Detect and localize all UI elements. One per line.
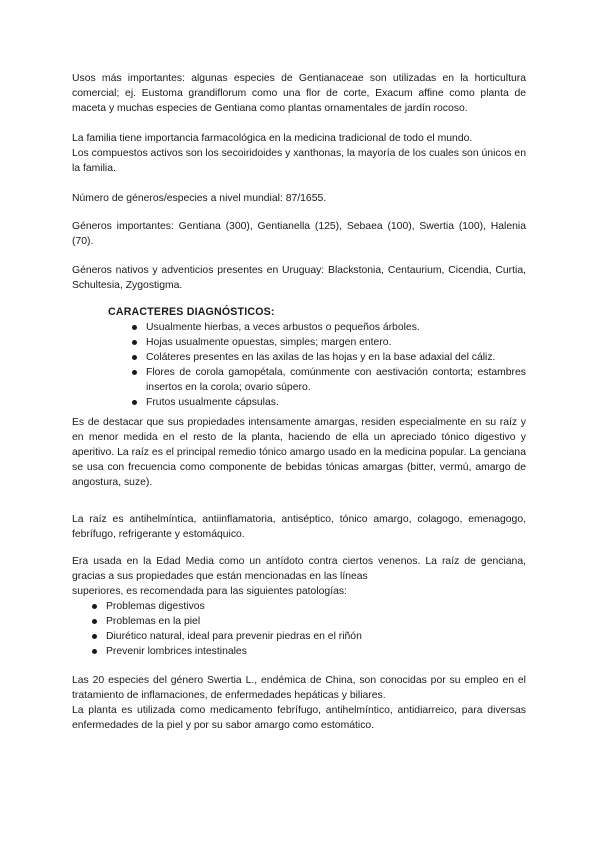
- properties-paragraph: [72, 415, 526, 490]
- history-paragraph: [72, 554, 526, 599]
- paragraph-important-genera: Géneros importantes: Gentiana (300), Gentianella (125), Sebaea (100), Swertia (100), Halenia (70).: [72, 221, 526, 247]
- important-genera-paragraph: [72, 219, 526, 249]
- paragraph-properties: Es de destacar que sus propiedades intensamente amargas, residen especialmente en su raíz y en menor medida en el resto de la planta, haciendo de ella un apreciado tónico digestivo y aperitivo. La raíz es el principal remedio tónico amargo usado en la medicina popular. La genciana se usa con frecuencia como componente de bebidas tónicas amargas (bitter, vermú, amargo de angostura, suze).: [72, 417, 526, 488]
- list-item: Problemas en la piel: [90, 614, 390, 629]
- paragraph-compounds: Los compuestos activos son los secoiridoides y xanthonas, la mayoría de los cuales son únicos en la familia.: [72, 148, 526, 174]
- list-item: Diurético natural, ideal para prevenir piedras en el riñón: [90, 629, 390, 644]
- list-item: Problemas digestivos: [90, 599, 390, 614]
- paragraph-medicinal-use: La planta es utilizada como medicamento febrífugo, antihelmíntico, antidiarreico, para diversas enfermedades de la piel y por su sabor amargo como estomático.: [72, 705, 526, 731]
- uses-paragraph: [72, 71, 526, 116]
- diagnostic-list: [130, 320, 526, 410]
- genera-count-paragraph: [72, 191, 526, 206]
- list-item: Prevenir lombrices intestinales: [90, 644, 390, 659]
- diagnostic-heading: CARACTERES DIAGNÓSTICOS:: [108, 306, 275, 318]
- paragraph-history: Era usada en la Edad Media como un antídoto contra ciertos venenos. La raíz de genciana, gracias a sus propiedades que están mencionadas en las líneas: [72, 556, 526, 582]
- swertia-paragraph: [72, 673, 526, 733]
- paragraph-pharmacology: La familia tiene importancia farmacológica en la medicina tradicional de todo el mundo.: [72, 133, 473, 144]
- pharmacology-paragraph: [72, 131, 526, 176]
- root-paragraph: [72, 512, 526, 542]
- paragraph-recommended: superiores, es recomendada para las siguientes patologías:: [72, 586, 347, 597]
- paragraph-root: La raíz es antihelmíntica, antiinflamatoria, antiséptico, tónico amargo, colagogo, emenagogo, febrífugo, refrigerante y estomáquico.: [72, 514, 526, 540]
- list-item: Frutos usualmente cápsulas.: [130, 395, 526, 410]
- list-item: Flores de corola gamopétala, comúnmente con aestivación contorta; estambres insertos en la corola; ovario súpero.: [130, 365, 526, 395]
- pathologies-list: [90, 599, 390, 659]
- list-item: Hojas usualmente opuestas, simples; margen entero.: [130, 335, 526, 350]
- paragraph-swertia: Las 20 especies del género Swertia L., endémica de China, son conocidas por su empleo en el tratamiento de inflamaciones, de enfermedades hepáticas y biliares.: [72, 675, 526, 701]
- list-item: Usualmente hierbas, a veces arbustos o pequeños árboles.: [130, 320, 526, 335]
- paragraph-uruguay-genera: Géneros nativos y adventicios presentes en Uruguay: Blackstonia, Centaurium, Cicendia, Curtia, Schultesia, Zygostigma.: [72, 265, 526, 291]
- list-item: Coláteres presentes en las axilas de las hojas y en la base adaxial del cáliz.: [130, 350, 526, 365]
- paragraph-uses: Usos más importantes: algunas especies de Gentianaceae son utilizadas en la horticultura comercial; ej. Eustoma grandiflorum como una flor de corte, Exacum affine como planta de maceta y muchas especies de Gentiana como plantas ornamentales de jardín rocoso.: [72, 73, 526, 114]
- uruguay-genera-paragraph: [72, 263, 526, 293]
- paragraph-genera-count: Número de géneros/especies a nivel mundial: 87/1655.: [72, 193, 327, 204]
